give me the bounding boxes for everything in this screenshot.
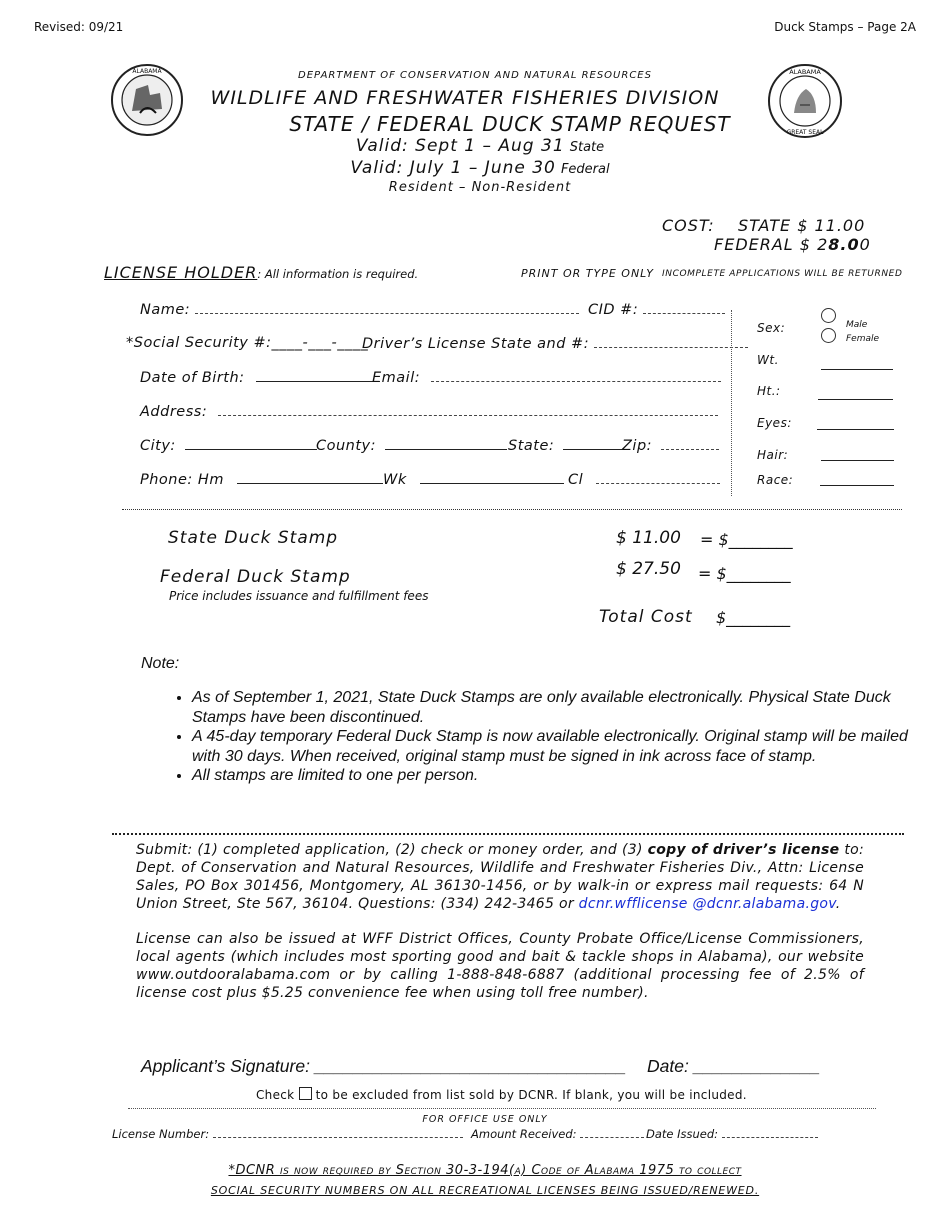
email-field[interactable] bbox=[431, 369, 721, 382]
federal-stamp-price: $ 27.50 bbox=[616, 559, 681, 579]
office-amount-label: Amount Received: bbox=[471, 1127, 577, 1141]
opt-out-text: to be excluded from list sold by DCNR. If blank, you will be included. bbox=[315, 1088, 747, 1102]
phone-cell-field[interactable] bbox=[596, 471, 720, 484]
submit-bold: copy of driver’s license bbox=[647, 842, 840, 858]
county-label: County: bbox=[316, 438, 377, 454]
race-label: Race: bbox=[757, 473, 794, 487]
federal-stamp-note: Price includes issuance and fulfillment fees bbox=[169, 589, 429, 603]
office-date-field[interactable] bbox=[722, 1127, 818, 1138]
valid-state-dates: Valid: Sept 1 – Aug 31 bbox=[355, 136, 565, 156]
submit-instructions bbox=[136, 841, 864, 913]
opt-out-row bbox=[256, 1087, 747, 1102]
sex-male-label: Male bbox=[846, 320, 868, 330]
division-name: WILDLIFE AND FRESHWATER FISHERIES DIVISION bbox=[210, 87, 720, 109]
submit-part1: Submit: (1) completed application, (2) check or money order, and (3) bbox=[136, 842, 648, 858]
weight-field[interactable] bbox=[821, 369, 893, 370]
signature-label: Applicant’s Signature: bbox=[141, 1056, 310, 1076]
city-row bbox=[140, 437, 317, 454]
sex-female-label: Female bbox=[846, 334, 880, 344]
cost-label: COST: bbox=[662, 216, 715, 235]
incomplete-warning: INCOMPLETE APPLICATIONS WILL BE RETURNED bbox=[662, 269, 903, 279]
height-label: Ht.: bbox=[757, 384, 781, 398]
name-field[interactable] bbox=[195, 301, 579, 314]
county-row bbox=[316, 437, 507, 454]
weight-label: Wt. bbox=[757, 353, 779, 367]
phone-work-field[interactable] bbox=[420, 471, 564, 484]
license-holder-sub: : All information is required. bbox=[257, 267, 419, 281]
state-label: State: bbox=[508, 438, 555, 454]
phone-work-row bbox=[383, 471, 564, 488]
phone-work-label: Wk bbox=[383, 472, 407, 488]
svg-text:ALABAMA: ALABAMA bbox=[132, 68, 162, 75]
state-row bbox=[508, 437, 623, 454]
zip-label: Zip: bbox=[622, 438, 653, 454]
name-label: Name: bbox=[140, 302, 191, 318]
page-reference: Duck Stamps – Page 2A bbox=[774, 20, 916, 34]
office-license-label: License Number: bbox=[112, 1127, 210, 1141]
office-amount-row bbox=[471, 1127, 644, 1141]
name-row bbox=[140, 301, 579, 318]
state-stamp-amount[interactable]: = $________ bbox=[700, 530, 793, 549]
note-item: • All stamps are limited to one per person. bbox=[192, 766, 912, 786]
cost-state: STATE $ 11.00 bbox=[738, 216, 866, 235]
zip-field[interactable] bbox=[661, 437, 719, 450]
office-amount-field[interactable] bbox=[580, 1127, 644, 1138]
note-item: • A 45-day temporary Federal Duck Stamp is now available electronically. Original stamp will be mailed with 30 days. When received, original stamp must be signed in ink across face of stamp. bbox=[192, 727, 912, 766]
federal-stamp-amount[interactable]: = $________ bbox=[698, 564, 791, 583]
contact-email-link[interactable]: dcnr.wfflicense @dcnr.alabama.gov bbox=[578, 896, 836, 912]
form-title: STATE / FEDERAL DUCK STAMP REQUEST bbox=[289, 112, 731, 136]
race-field[interactable] bbox=[820, 485, 894, 486]
svg-text:GREAT SEAL: GREAT SEAL bbox=[786, 129, 824, 136]
email-label: Email: bbox=[372, 370, 421, 386]
email-row bbox=[372, 369, 721, 386]
footer-line-1: *DCNR is now required by Section 30-3-194(a) Code of Alabama 1975 to collect bbox=[228, 1163, 742, 1178]
license-holder-heading bbox=[104, 263, 418, 282]
sex-label: Sex: bbox=[757, 321, 786, 335]
address-row bbox=[140, 403, 718, 420]
office-use-title: FOR OFFICE USE ONLY bbox=[422, 1114, 548, 1125]
cost-federal bbox=[714, 235, 871, 254]
dl-label: Driver’s License State and #: bbox=[362, 336, 590, 352]
valid-federal-dates: Valid: July 1 – June 30 bbox=[350, 158, 556, 178]
section-divider-1 bbox=[122, 509, 902, 510]
section-divider-3 bbox=[128, 1108, 876, 1109]
federal-stamp-label: Federal Duck Stamp bbox=[160, 567, 351, 587]
physical-divider bbox=[731, 310, 732, 496]
phone-home-label: Phone: Hm bbox=[140, 472, 224, 488]
valid-state-line bbox=[280, 136, 680, 156]
valid-state-tag: State bbox=[569, 140, 605, 155]
footer-line-2: SOCIAL SECURITY NUMBERS ON ALL RECREATIONAL LICENSES BEING ISSUED/RENEWED. bbox=[210, 1184, 760, 1197]
address-field[interactable] bbox=[218, 403, 718, 416]
office-date-label: Date Issued: bbox=[646, 1127, 719, 1141]
height-field[interactable] bbox=[818, 399, 893, 400]
agents-paragraph: License can also be issued at WFF District Offices, County Probate Office/License Commissioners, local agents (which includes most sporting good and bait & tackle shops in Alabama), our website www.outdooralabama.com or by calling 1-888-848-6887 (additional processing fee of 2.5% of license cost plus $5.25 convenience fee when using toll free number). bbox=[136, 931, 864, 1001]
opt-out-check-label: Check bbox=[256, 1088, 295, 1102]
sex-female-radio[interactable] bbox=[821, 328, 836, 343]
total-cost-label: Total Cost bbox=[599, 607, 693, 627]
note-label: Note: bbox=[141, 655, 180, 672]
dob-row bbox=[140, 369, 380, 386]
state-stamp-price: $ 11.00 bbox=[616, 528, 681, 548]
license-holder-label: LICENSE HOLDER bbox=[104, 263, 258, 282]
cid-row bbox=[588, 301, 725, 318]
dob-label: Date of Birth: bbox=[140, 370, 245, 386]
cost-federal-bold: 8.0 bbox=[828, 235, 860, 254]
cid-field[interactable] bbox=[643, 301, 725, 314]
valid-federal-tag: Federal bbox=[560, 162, 610, 177]
opt-out-checkbox[interactable] bbox=[299, 1087, 312, 1100]
total-cost-amount[interactable]: $________ bbox=[716, 608, 791, 627]
svg-text:ALABAMA: ALABAMA bbox=[789, 68, 821, 76]
cost-federal-suffix: 0 bbox=[859, 235, 871, 254]
eyes-field[interactable] bbox=[817, 429, 894, 430]
city-field[interactable] bbox=[185, 437, 317, 450]
signature-row bbox=[141, 1056, 626, 1077]
date-row bbox=[647, 1056, 820, 1077]
department-name: DEPARTMENT OF CONSERVATION AND NATURAL RESOURCES bbox=[298, 70, 652, 81]
print-or-type: PRINT OR TYPE ONLY bbox=[521, 267, 654, 280]
dl-row bbox=[362, 335, 748, 352]
office-license-field[interactable] bbox=[213, 1127, 463, 1138]
cid-label: CID #: bbox=[588, 302, 639, 318]
submit-end: . bbox=[835, 896, 841, 912]
ssn-row bbox=[126, 335, 368, 351]
state-field[interactable] bbox=[563, 437, 623, 450]
hair-field[interactable] bbox=[821, 460, 894, 461]
phone-home-field[interactable] bbox=[237, 471, 383, 484]
cost-federal-prefix: FEDERAL $ 2 bbox=[714, 235, 829, 254]
date-label: Date: bbox=[647, 1056, 689, 1076]
state-stamp-label: State Duck Stamp bbox=[168, 528, 339, 548]
county-field[interactable] bbox=[385, 437, 507, 450]
office-date-row bbox=[646, 1127, 818, 1141]
zip-row bbox=[622, 437, 719, 454]
city-label: City: bbox=[140, 438, 176, 454]
residency: Resident – Non-Resident bbox=[388, 180, 572, 195]
wff-seal-logo bbox=[110, 63, 184, 137]
phone-cell-label: Cl bbox=[568, 472, 584, 488]
eyes-label: Eyes: bbox=[757, 416, 792, 430]
dl-field[interactable] bbox=[594, 335, 748, 348]
submit-part2: to: Dept. of Conservation and Natural Resources, Wildlife and Freshwater Fisheries Div., Attn: License Sales, PO Box 301456, Montgomery, AL 36130-1456, or by walk-in or express mail requests: 64 N Union Street, Ste 567, 36104. Questions: (334) 242-3465 or bbox=[136, 842, 864, 912]
address-label: Address: bbox=[140, 404, 208, 420]
note-item: • As of September 1, 2021, State Duck Stamps are only available electronically. Physical State Duck Stamps have been discontinued. bbox=[192, 688, 912, 727]
note-list bbox=[160, 688, 912, 786]
section-divider-2 bbox=[112, 833, 904, 835]
dob-field[interactable] bbox=[256, 369, 380, 382]
ssn-label: *Social Security #: bbox=[126, 335, 272, 351]
hair-label: Hair: bbox=[757, 448, 789, 462]
signature-field[interactable]: ________________________________ bbox=[314, 1056, 627, 1076]
ssn-field[interactable]: ____-___-____ bbox=[271, 335, 369, 351]
valid-federal-line bbox=[280, 158, 680, 178]
revised-date: Revised: 09/21 bbox=[34, 20, 124, 34]
sex-male-radio[interactable] bbox=[821, 308, 836, 323]
office-license-row bbox=[112, 1127, 463, 1141]
date-field[interactable]: _____________ bbox=[693, 1056, 821, 1076]
phone-home-row bbox=[140, 471, 383, 488]
phone-cell-row bbox=[568, 471, 720, 488]
